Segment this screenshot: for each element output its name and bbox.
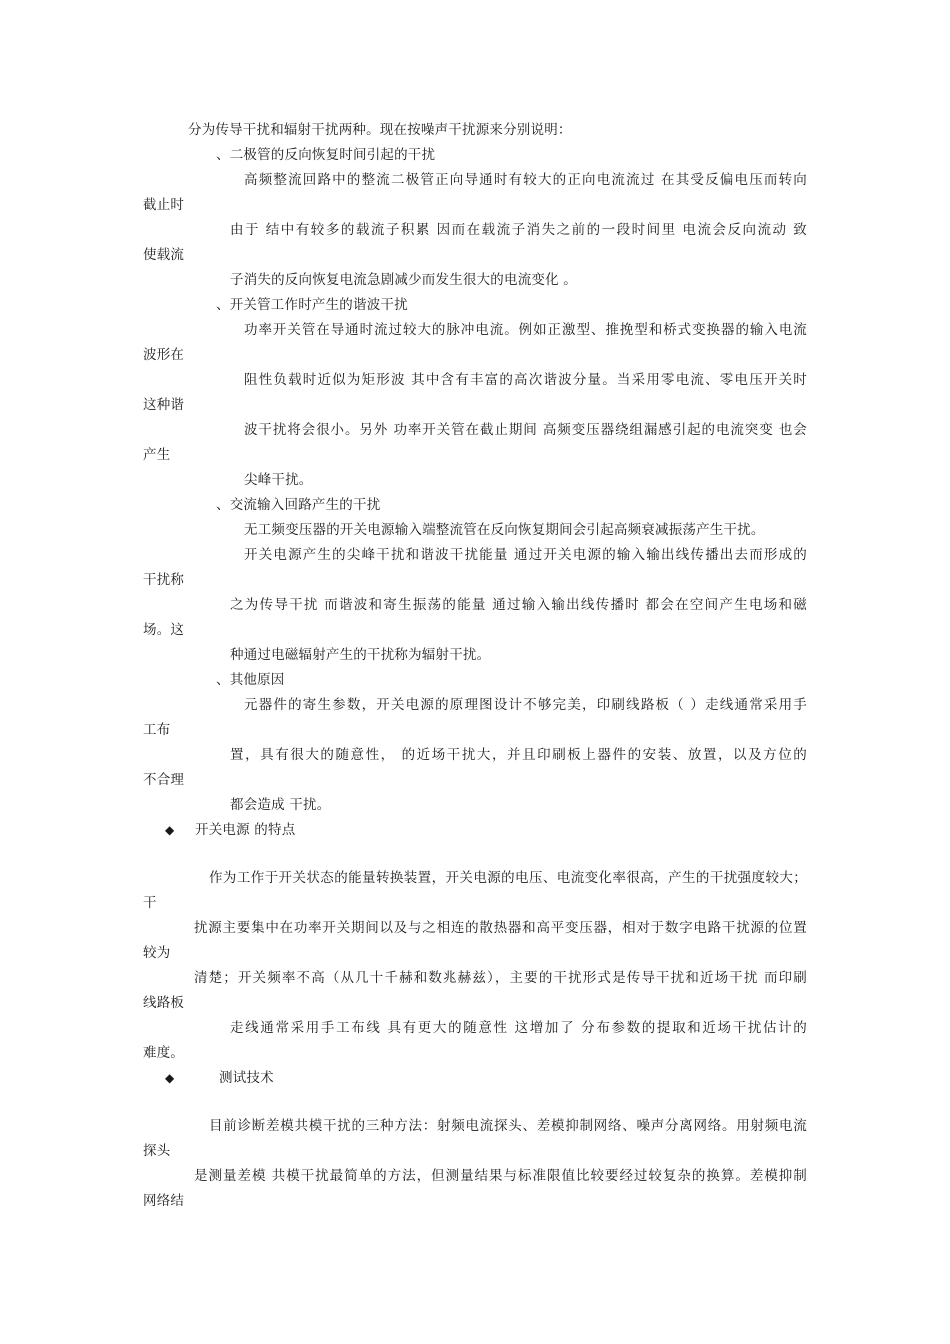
paragraph-line-wrap: 截止时 [143,197,185,213]
section-heading-ac-input: 、交流输入回路产生的干扰 [216,497,381,513]
paragraph-line: 之为传导干扰 而谐波和寄生振荡的能量 通过输入输出线传播时 都会在空间产生电场和磁 [230,597,807,613]
section-heading-other: 、其他原因 [216,672,285,688]
section-heading-switch: 、开关管工作时产生的谐波干扰 [216,297,408,313]
paragraph-line: 尖峰干扰。 [244,472,313,488]
paragraph-line: 元器件的寄生参数，开关电源的原理图设计不够完美，印刷线路板（ ）走线通常采用手 [244,697,807,713]
paragraph-line: 阻性负载时近似为矩形波 其中含有丰富的高次谐波分量。当采用零电流、零电压开关时 [244,372,807,388]
paragraph-line: 开关电源产生的尖峰干扰和谐波干扰能量 通过开关电源的输入输出线传播出去而形成的 [244,547,807,563]
paragraph-line-wrap: 干 [143,895,157,911]
paragraph-line: 清楚；开关频率不高（从几十千赫和数兆赫兹），主要的干扰形式是传导干扰和近场干扰 而印刷 [194,970,807,986]
paragraph-line: 功率开关管在导通时流过较大的脉冲电流。例如正激型、推挽型和桥式变换器的输入电流 [244,322,807,338]
section-heading-diode: 、二极管的反向恢复时间引起的干扰 [216,147,436,163]
bullet-heading-features: 开关电源 的特点 [195,822,296,838]
paragraph-line: 置，具有很大的随意性， 的近场干扰大，并且印刷板上器件的安装、放置，以及方位的 [230,747,807,763]
paragraph-line: 扰源主要集中在功率开关期间以及与之相连的散热器和高平变压器，相对于数字电路干扰源的位置 [194,920,807,936]
paragraph-line-wrap: 线路板 [143,995,185,1011]
paragraph-line-wrap: 波形在 [143,347,185,363]
paragraph-line-wrap: 网络结 [143,1193,185,1209]
paragraph-line: 是测量差模 共模干扰最简单的方法，但测量结果与标准限值比较要经过较复杂的换算。差模抑制 [194,1168,807,1184]
paragraph-line-wrap: 不合理 [143,772,185,788]
paragraph-line-wrap: 探头 [143,1143,171,1159]
paragraph-line-wrap: 场。这 [143,622,185,638]
paragraph-line: 目前诊断差模共模干扰的三种方法：射频电流探头、差模抑制网络、噪声分离网络。用射频电流 [209,1118,807,1134]
paragraph-line: 波干扰将会很小。另外 功率开关管在截止期间 高频变压器绕组漏感引起的电流突变 也会 [244,422,807,438]
intro-text: 分为传导干扰和辐射干扰两种。现在按噪声干扰源来分别说明： [188,122,572,138]
paragraph-line-wrap: 工布 [143,722,171,738]
paragraph-line: 无工频变压器的开关电源输入端整流管在反向恢复期间会引起高频衰减振荡产生干扰。 [244,522,765,538]
paragraph-line: 作为工作于开关状态的能量转换装置，开关电源的电压、电流变化率很高，产生的干扰强度较大； [209,870,807,886]
paragraph-line: 走线通常采用手工布线 具有更大的随意性 这增加了 分布参数的提取和近场干扰估计的 [230,1020,807,1036]
paragraph-line: 子消失的反向恢复电流急剧减少而发生很大的电流变化 。 [230,272,577,288]
paragraph-line: 由于 结中有较多的载流子积累 因而在载流子消失之前的一段时间里 电流会反向流动 致 [230,222,807,238]
paragraph-line-wrap: 干扰称 [143,572,185,588]
paragraph-line-wrap: 这种谐 [143,397,185,413]
paragraph-line: 高频整流回路中的整流二极管正向导通时有较大的正向电流流过 在其受反偏电压而转向 [244,172,807,188]
paragraph-line-wrap: 使载流 [143,247,185,263]
paragraph-line: 种通过电磁辐射产生的干扰称为辐射干扰。 [230,647,491,663]
paragraph-line: 都会造成 干扰。 [230,797,331,813]
paragraph-line-wrap: 难度。 [143,1045,185,1061]
bullet-heading-testing: 测试技术 [219,1070,274,1086]
paragraph-line-wrap: 较为 [143,945,171,961]
diamond-bullet-icon: ◆ [165,823,175,837]
paragraph-line-wrap: 产生 [143,447,171,463]
diamond-bullet-icon: ◆ [165,1071,175,1085]
